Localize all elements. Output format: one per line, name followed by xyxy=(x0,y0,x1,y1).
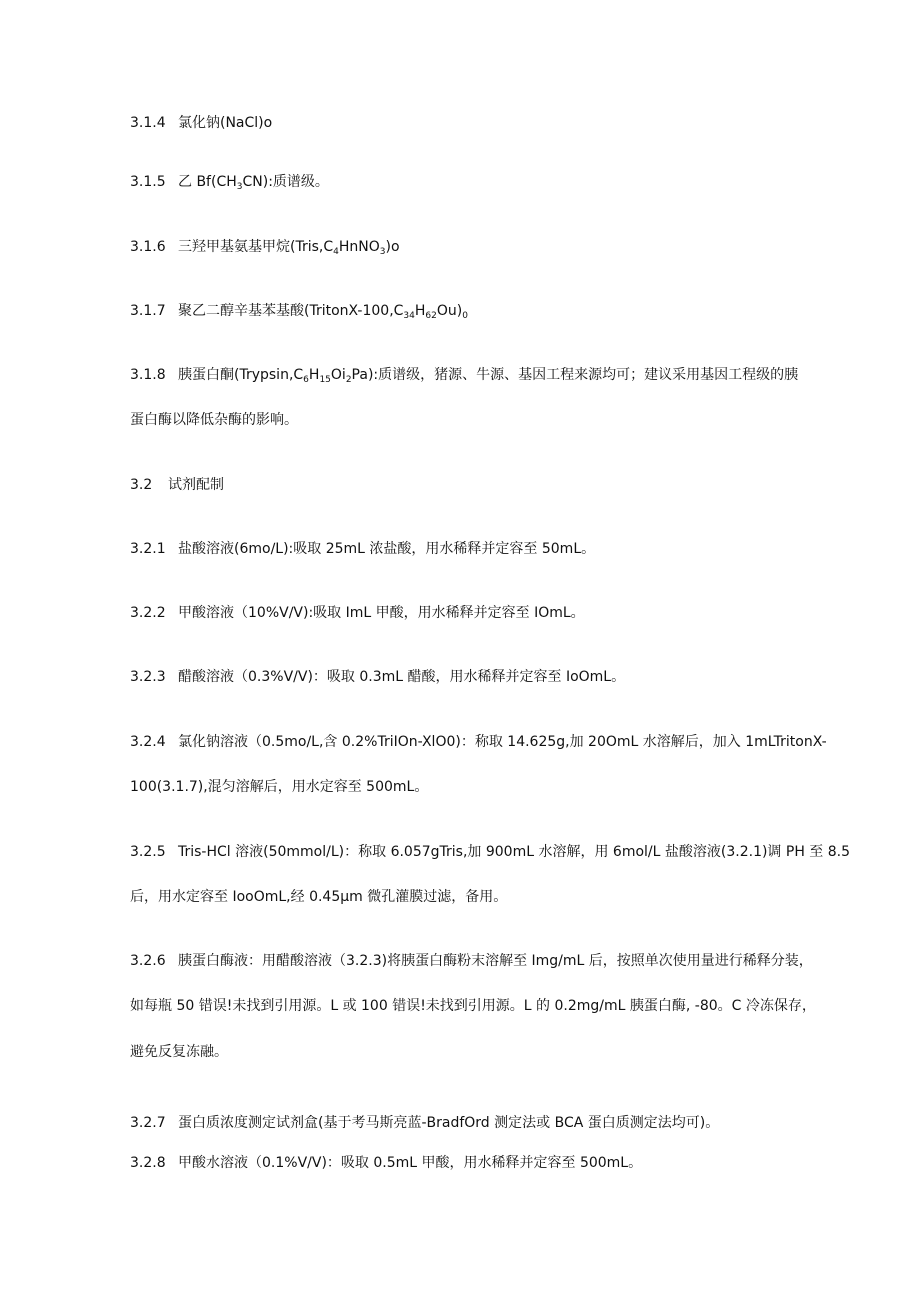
subscript: 3 xyxy=(379,247,386,257)
item-number: 3.1.4 xyxy=(130,115,166,131)
item-3-1-6 xyxy=(130,239,850,257)
section-3-2 xyxy=(130,478,850,492)
subscript: 62 xyxy=(425,311,437,321)
item-text: 乙 Bf(CH xyxy=(178,174,237,190)
item-text: )o xyxy=(385,239,400,255)
item-text: 甲酸水溶液（0.1%V/V)：吸取 0.5mL 甲酸，用水稀释并定容至 500mL。 xyxy=(178,1155,643,1171)
item-text-line3: 避免反复冻融。 xyxy=(130,1044,228,1060)
item-text: HnNO xyxy=(338,239,380,255)
item-text: Tris-HCl 溶液(50mmol/L)：称取 6.057gTris,加 900mL 水溶解，用 6mol/L 盐酸溶液(3.2.1)调 PH 至 8.5 xyxy=(178,844,851,860)
item-3-2-3 xyxy=(130,670,850,684)
item-text-line2: 如每瓶 50 错误!未找到引用源。L 或 100 错误!未找到引用源。L 的 0.2mg/mL 胰蛋白酶, -80。C 冷冻保存， xyxy=(130,998,816,1014)
item-3-2-8 xyxy=(130,1156,850,1170)
item-3-2-2 xyxy=(130,606,850,620)
item-text: Oi xyxy=(330,367,346,383)
item-3-2-6-continued xyxy=(130,999,850,1013)
item-text-line2: 100(3.1.7),混匀溶解后，用水定容至 500mL。 xyxy=(130,779,429,795)
item-number: 3.1.6 xyxy=(130,239,166,255)
item-text: H xyxy=(308,367,320,383)
item-3-1-8-continued xyxy=(130,413,850,427)
item-3-2-4-continued xyxy=(130,780,850,794)
item-text-line2: 后，用水定容至 IooOmL,经 0.45μm 微孔灌膜过滤，备用。 xyxy=(130,889,508,905)
subscript: 34 xyxy=(403,311,415,321)
item-3-1-4 xyxy=(130,116,850,130)
item-3-1-7 xyxy=(130,303,850,321)
item-text: 氯化钠(NaCl)o xyxy=(178,115,273,131)
item-3-2-4 xyxy=(130,735,850,749)
item-3-2-6 xyxy=(130,954,850,968)
item-number: 3.2.6 xyxy=(130,953,166,969)
item-text: Pa):质谱级，猪源、牛源、基因工程来源均可；建议采用基因工程级的胰 xyxy=(351,367,799,383)
item-number: 3.1.7 xyxy=(130,303,166,319)
item-text: 三羟甲基氨基甲烷(Tris,C xyxy=(178,239,334,255)
item-text: 蛋白质浓度测定试剂盒(基于考马斯亮蓝-BradfOrd 测定法或 BCA 蛋白质测定法均可)。 xyxy=(178,1115,720,1131)
item-3-2-5 xyxy=(130,845,850,859)
subscript: 15 xyxy=(319,375,331,385)
item-text: 聚乙二醇辛基苯基酸(TritonX-100,C xyxy=(178,303,404,319)
item-3-1-5 xyxy=(130,174,850,192)
item-text-line2: 蛋白酶以降低杂酶的影响。 xyxy=(130,412,298,428)
item-number: 3.1.5 xyxy=(130,174,166,190)
item-text: 胰蛋白酶液：用醋酸溶液（3.2.3)将胰蛋白酶粉末溶解至 Img/mL 后，按照单次使用量进行稀释分装， xyxy=(178,953,813,969)
subscript: 2 xyxy=(345,375,352,385)
item-number: 3.2.5 xyxy=(130,844,166,860)
section-title: 试剂配制 xyxy=(168,477,224,493)
item-3-2-5-continued xyxy=(130,890,850,904)
item-text: 醋酸溶液（0.3%V/V)：吸取 0.3mL 醋酸，用水稀释并定容至 IoOmL。 xyxy=(178,669,626,685)
item-text: 氯化钠溶液（0.5mo∕L,含 0.2%TriIOn-XlO0)：称取 14.625g,加 20OmL 水溶解后，加入 1mLTritonX- xyxy=(178,734,827,750)
item-number: 3.2.1 xyxy=(130,541,166,557)
item-text: 胰蛋白酮(Trypsin,C xyxy=(178,367,304,383)
item-number: 3.2.3 xyxy=(130,669,166,685)
item-3-1-8 xyxy=(130,367,850,385)
item-text: 甲酸溶液（10%V∕V):吸取 ImL 甲酸，用水稀释并定容至 IOmL。 xyxy=(178,605,585,621)
item-text: CN):质谱级。 xyxy=(242,174,329,190)
subscript: 0 xyxy=(462,311,468,321)
item-number: 3.2.7 xyxy=(130,1115,166,1131)
subscript: 3 xyxy=(236,182,243,192)
item-text: H xyxy=(414,303,426,319)
subscript: 4 xyxy=(333,247,339,257)
item-3-2-6-continued-2 xyxy=(130,1045,850,1059)
item-number: 3.1.8 xyxy=(130,367,166,383)
section-number: 3.2 xyxy=(130,477,153,493)
item-text: Ou) xyxy=(436,303,463,319)
item-3-2-7 xyxy=(130,1116,850,1130)
item-number: 3.2.4 xyxy=(130,734,166,750)
item-text: 盐酸溶液(6mo∕L):吸取 25mL 浓盐酸，用水稀释并定容至 50mL。 xyxy=(178,541,596,557)
item-number: 3.2.8 xyxy=(130,1155,166,1171)
item-3-2-1 xyxy=(130,542,850,556)
subscript: 6 xyxy=(303,375,309,385)
item-number: 3.2.2 xyxy=(130,605,166,621)
